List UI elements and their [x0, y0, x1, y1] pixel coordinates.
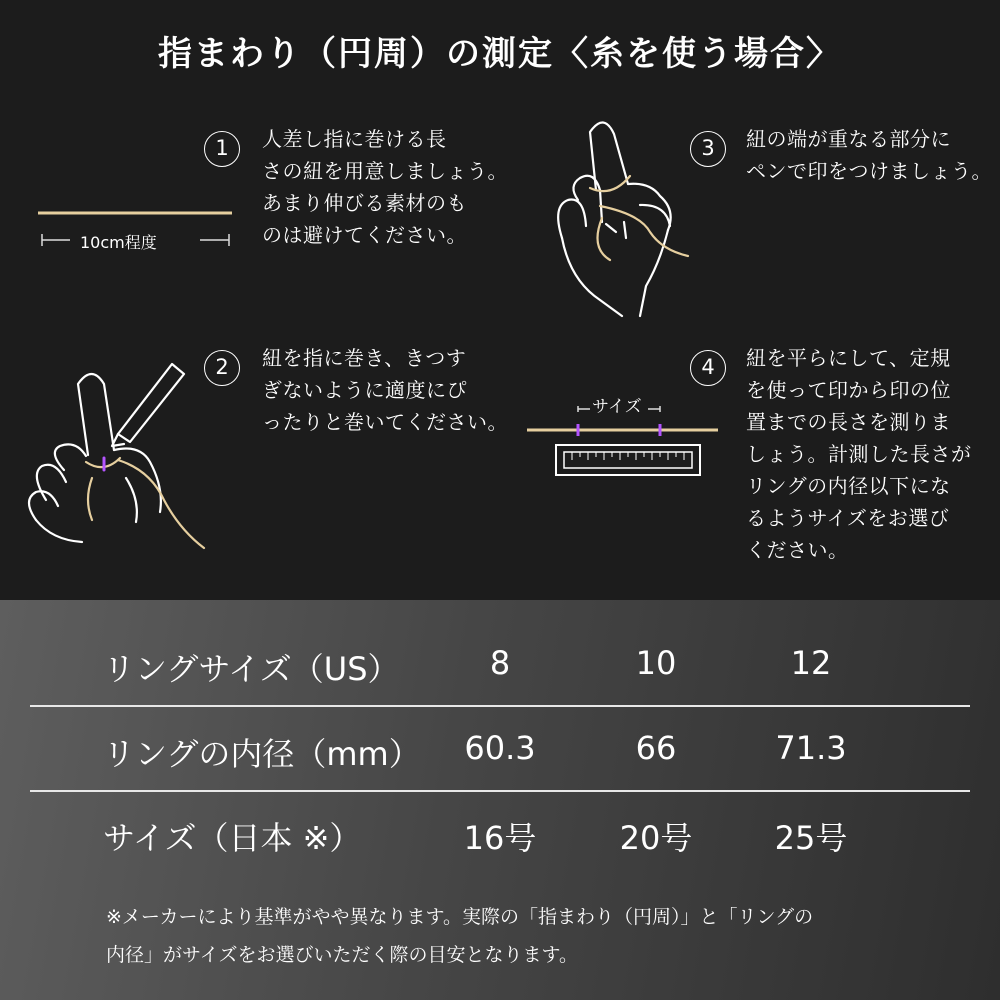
table-cell: 10 [635, 644, 677, 682]
table-cell: 71.3 [775, 729, 847, 767]
step-1-text: 人差し指に巻ける長 さの紐を用意しましょう。 あまり伸びる素材のも のは避けてください。 [262, 127, 508, 247]
table-divider [30, 790, 970, 792]
table-divider [30, 705, 970, 707]
table-cell: 12 [790, 644, 832, 682]
table-cell: 20号 [619, 819, 693, 857]
step-4-number: 4 [690, 350, 726, 386]
table-cell: 8 [489, 644, 511, 682]
footnote-line-1: ※メーカーにより基準がやや異なります。実際の「指まわり（円周）」と「リングの [106, 906, 814, 928]
step-2-number: 2 [204, 350, 240, 386]
page-title: 指まわり（円周）の測定〈糸を使う場合〉 [158, 34, 842, 74]
size-label: サイズ [592, 397, 642, 417]
step-3-number: 3 [690, 131, 726, 167]
table-cell: 60.3 [464, 729, 536, 767]
step-2-text: 紐を指に巻き、きつす ぎないように適度にぴ ったりと巻いてください。 [262, 346, 508, 434]
row-label-inner-diameter: リングの内径（mm） [103, 735, 421, 773]
length-label: 10cm程度 [80, 233, 157, 252]
row-label-us-size: リングサイズ（US） [103, 650, 400, 688]
footnote-line-2: 内径」がサイズをお選びいただく際の目安となります。 [106, 944, 578, 966]
table-cell: 25号 [774, 819, 848, 857]
hand-wrapping-illustration [29, 364, 204, 548]
step-4-text: 紐を平らにして、定規 を使って印から印の位 置までの長さを測りま しょう。計測した長さが リングの内径以下にな るようサイズをお選び ください。 [746, 346, 972, 562]
step-3-text: 紐の端が重なる部分に ペンで印をつけましょう。 [746, 127, 992, 183]
hand-marking-illustration [558, 122, 688, 316]
table-cell: 16号 [463, 819, 537, 857]
step-1-number: 1 [204, 131, 240, 167]
row-label-jp-size: サイズ（日本 ※） [103, 819, 362, 857]
table-cell: 66 [635, 729, 677, 767]
